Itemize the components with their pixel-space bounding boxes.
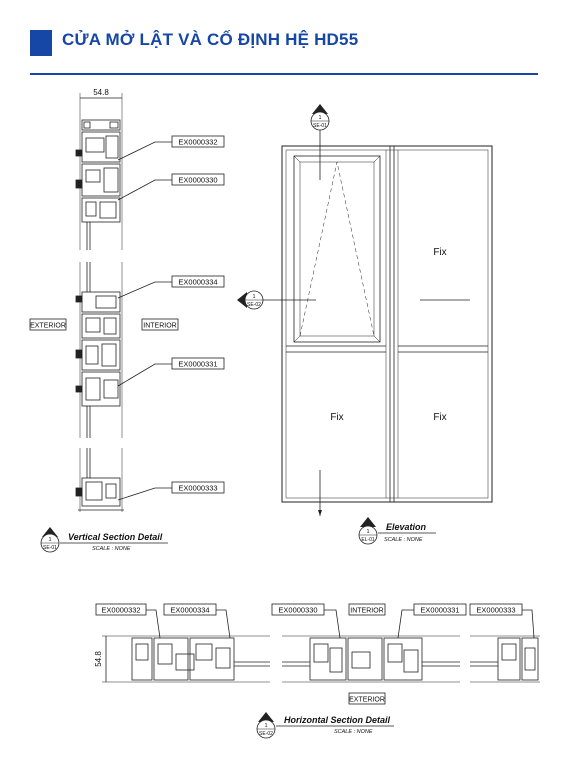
marker-ref: SE-02	[247, 302, 261, 308]
horizontal-profile-left	[130, 636, 270, 682]
horizontal-section	[94, 604, 540, 738]
callout-label: EX0000334	[178, 277, 218, 287]
callout-label: EX0000330	[278, 605, 318, 615]
horizontal-dimension: 54.8	[94, 651, 103, 667]
elevation-section-marker-left	[237, 291, 263, 309]
tilt-sash	[294, 156, 380, 342]
marker-ref: SE-02	[259, 731, 273, 737]
marker-ref: EL-01	[361, 537, 375, 543]
horizontal-exterior-tag: EXTERIOR	[349, 696, 385, 704]
vertical-callout-5	[118, 482, 224, 500]
vertical-detail-scale: SCALE : NONE	[92, 546, 131, 552]
profile-middle	[76, 262, 120, 438]
horizontal-profile-middle	[282, 636, 460, 682]
marker-number: 1	[264, 723, 268, 729]
callout-label: EX0000331	[420, 605, 460, 615]
fix-label-bottom-left: Fix	[330, 412, 344, 423]
vertical-callout-3	[118, 276, 224, 298]
vertical-callout-4	[118, 358, 224, 386]
callout-label: EX0000332	[101, 605, 141, 615]
callout-label: EX0000333	[476, 605, 516, 615]
vertical-detail-marker	[41, 527, 168, 552]
elevation-detail-marker	[359, 517, 436, 544]
marker-ref: SE-01	[43, 545, 57, 551]
horizontal-callout-2	[164, 604, 230, 638]
elevation	[237, 104, 492, 544]
horizontal-detail-title: Horizontal Section Detail	[284, 715, 391, 725]
horizontal-detail-marker	[257, 712, 394, 738]
profile-bottom	[76, 448, 124, 510]
marker-number: 1	[48, 537, 52, 543]
horizontal-callout-3	[272, 604, 340, 638]
vertical-interior-tag: INTERIOR	[143, 322, 177, 330]
callout-label: EX0000332	[178, 137, 218, 147]
horizontal-detail-scale: SCALE : NONE	[334, 729, 373, 735]
vertical-section	[30, 88, 224, 552]
vertical-exterior-tag: EXTERIOR	[30, 322, 66, 330]
elevation-title: Elevation	[386, 522, 427, 532]
page-title: CỬA MỞ LẬT VÀ CỐ ĐỊNH HỆ HD55	[62, 30, 359, 49]
callout-label: EX0000330	[178, 175, 218, 185]
vertical-detail-title: Vertical Section Detail	[68, 532, 163, 542]
marker-number: 1	[366, 529, 370, 535]
marker-number: 1	[318, 115, 322, 121]
horizontal-callout-5	[470, 604, 534, 638]
callout-label: EX0000334	[170, 605, 210, 615]
fix-label-top-right: Fix	[433, 247, 447, 258]
elevation-section-marker-top	[311, 104, 329, 130]
elevation-scale: SCALE : NONE	[384, 537, 423, 543]
horizontal-callout-4	[398, 604, 466, 638]
vertical-dimension: 54.8	[93, 88, 109, 97]
marker-ref: SE-01	[313, 123, 327, 129]
profile-top	[76, 120, 120, 250]
horizontal-callout-1	[96, 604, 160, 638]
vertical-callout-1	[118, 136, 224, 160]
callout-label: EX0000331	[178, 359, 218, 369]
fix-label-bottom-right: Fix	[433, 412, 447, 423]
vertical-callout-2	[118, 174, 224, 200]
callout-label: EX0000333	[178, 483, 218, 493]
marker-number: 1	[252, 294, 256, 300]
horizontal-profile-right	[470, 636, 540, 682]
horizontal-interior-tag: INTERIOR	[350, 607, 384, 615]
